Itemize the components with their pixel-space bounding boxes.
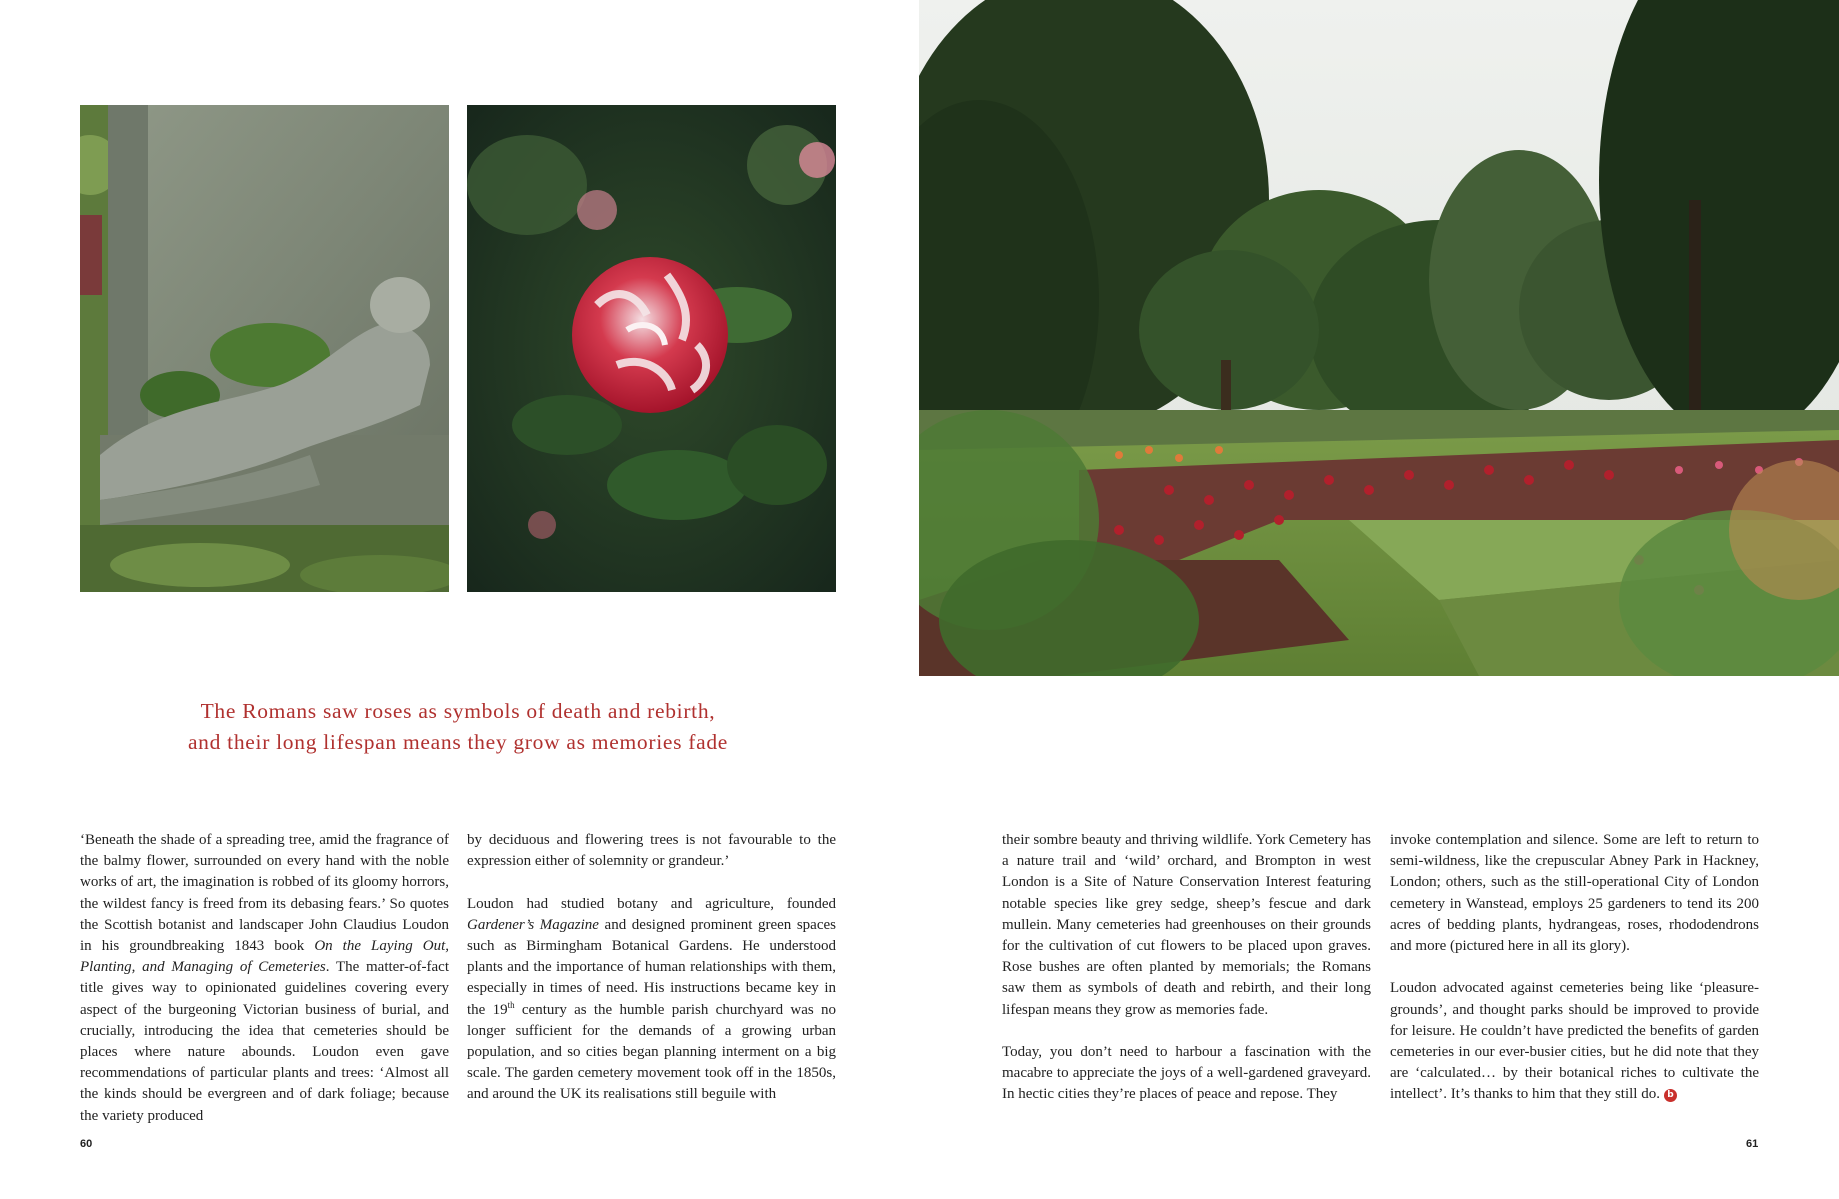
article-text: and designed prominent green spaces such as Birmingham Botanical Gardens. He understood plants and the importance of human relationships with them, especially in times of need. His instructions became key in the 19	[467, 916, 836, 1018]
page-number-right: 61	[1746, 1138, 1759, 1150]
statue-photo	[80, 105, 449, 592]
article-paragraph: their sombre beauty and thriving wildlife. York Cemetery has a nature trail and ‘wild’ orchard, and Brompton in west London is a Site of Nature Conservation Interest featuring notable species like grey sedge, sheep’s fescue and dark mullein. Many cemeteries had greenhouses on their grounds for the cultivation of cut flowers to be placed upon graves. Rose bushes are often planted by memorials; the Romans saw them as symbols of death and rebirth, and their long lifespan means they grow as memories fade.	[1002, 832, 1371, 1018]
article-text: ‘Beneath the shade of a spreading tree, amid the fragrance of the balmy flower, surrounded on every hand with the noble works of art, the imagination is robbed of its gloomy horrors, the wildest fancy is freed from its debasing fears.’ So quotes the Scottish botanist and landscaper John Claudius Loudon in his groundbreaking 1843 book	[80, 832, 449, 955]
page-number-left: 60	[80, 1138, 93, 1150]
article-text: Loudon advocated against cemeteries being like ‘pleasure-grounds’, and thought parks should be improved to provide for leisure. He couldn’t have predicted the benefits of garden cemeteries in our ever-busier cities, but he did note that they are ‘calculated… by their botanical riches to cultivate the intellect’. It’s thanks to him that they still do.	[1390, 980, 1759, 1103]
garden-image	[919, 0, 1839, 676]
ordinal-suffix: th	[507, 999, 515, 1010]
article-paragraph: by deciduous and flowering trees is not favourable to the expression either of solemnity or grandeur.’	[467, 832, 836, 870]
article-paragraph	[1390, 978, 1759, 1105]
pull-quote-line-1: The Romans saw roses as symbols of death and rebirth,	[200, 699, 716, 723]
article-text: century as the humble parish churchyard was no longer sufficient for the demands of a growing urban population, and so cities began planning interment on a big scale. The garden cemetery movement took off in the 1850s, and around the UK its realisations still beguile with	[467, 1001, 836, 1103]
article-column-1	[80, 830, 449, 1127]
rose-photo	[467, 105, 836, 592]
article-column-4	[1390, 830, 1759, 1106]
article-text: Loudon had studied botany and agriculture, founded	[467, 895, 836, 912]
statue-image	[80, 105, 449, 592]
article-text: . The matter-of-fact title gives way to opinionated guidelines covering every aspect of the burgeoning Victorian business of burial, and crucially, introducing the idea that cemeteries should be places where nature abounds. Loudon even gave recommendations of particular plants and trees: ‘Almost all the kinds should be evergreen and of dark foliage; because the variety produced	[80, 959, 449, 1124]
rose-image	[467, 105, 836, 592]
article-paragraph	[80, 830, 449, 1127]
magazine-title: Gardener’s Magazine	[467, 916, 599, 933]
garden-photo	[919, 0, 1839, 676]
pull-quote	[80, 696, 836, 758]
pull-quote-line-2: and their long lifespan means they grow as memories fade	[187, 730, 729, 754]
end-mark-icon: b	[1664, 1089, 1677, 1102]
book-title: On the Laying Out, Planting, and Managing of Cemeteries	[80, 938, 449, 976]
article-column-2	[467, 830, 836, 1106]
article-paragraph: invoke contemplation and silence. Some are left to return to semi-wildness, like the crepuscular Abney Park in Hackney, London; others, such as the still-operational City of London cemetery in Wanstead, employs 25 gardeners to tend its 200 acres of bedding plants, hydrangeas, roses, rhododendrons and more (pictured here in all its glory).	[1390, 832, 1759, 955]
article-paragraph: Today, you don’t need to harbour a fascination with the macabre to appreciate the joys of a well-gardened graveyard. In hectic cities they’re places of peace and repose. They	[1002, 1044, 1371, 1103]
article-paragraph	[467, 894, 836, 1106]
article-column-3	[1002, 830, 1371, 1106]
